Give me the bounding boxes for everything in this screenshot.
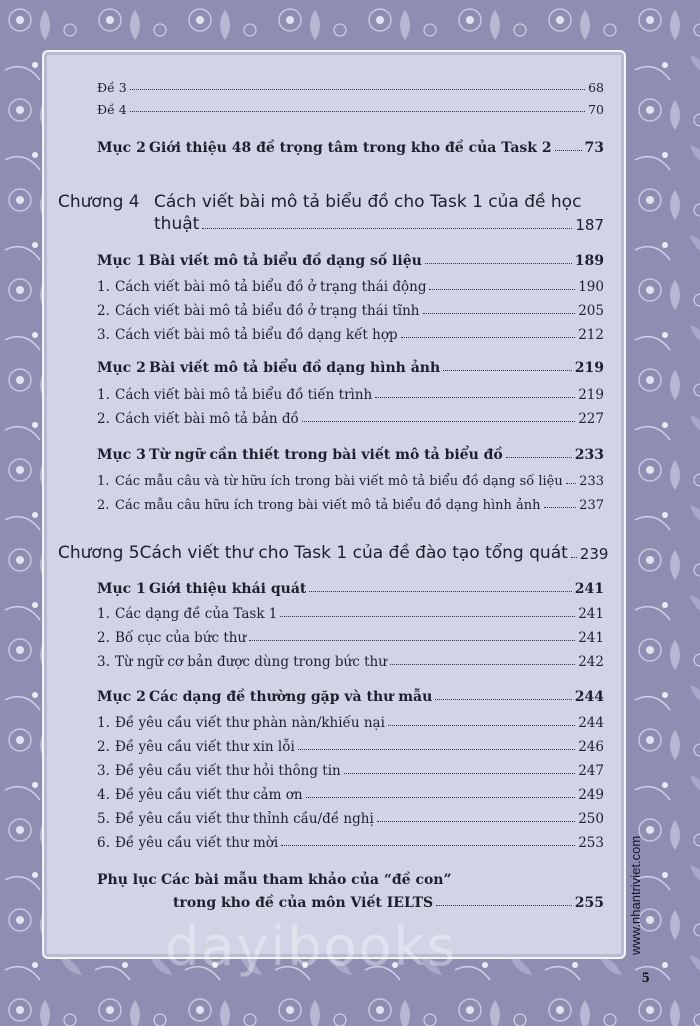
appendix-title-cont: trong kho đề của môn Viết IELTS xyxy=(173,895,434,911)
page-ref: 212 xyxy=(578,327,604,343)
page-ref: 73 xyxy=(584,140,604,156)
chapter-label: Chương 4 xyxy=(58,192,140,212)
item-text: Bố cục của bức thư xyxy=(115,630,247,646)
watermark: dayibooks xyxy=(165,915,458,978)
entry-label: Đề 3 xyxy=(97,80,127,95)
page-ref: 249 xyxy=(578,787,604,803)
toc-item[interactable] xyxy=(97,715,604,731)
chapter-4-heading[interactable] xyxy=(58,192,604,212)
page-ref: 227 xyxy=(578,411,604,427)
toc-item[interactable] xyxy=(97,474,604,489)
chapter-title-cont: thuật xyxy=(154,214,200,234)
appendix-heading-cont[interactable] xyxy=(173,895,604,911)
page-ref: 241 xyxy=(578,630,604,646)
item-text: Đề yêu cầu viết thư phàn nàn/khiếu nại xyxy=(115,715,385,731)
section-title: Giới thiệu 48 đề trọng tâm trong kho đề của Task 2 xyxy=(149,140,552,156)
toc-item[interactable] xyxy=(97,630,604,646)
toc-entry[interactable] xyxy=(97,80,604,95)
page-ref: 241 xyxy=(574,581,604,597)
item-number: 1. xyxy=(97,279,110,295)
item-number: 1. xyxy=(97,715,110,731)
section-label: Mục 2 xyxy=(97,689,146,705)
item-text: Các mẫu câu và từ hữu ích trong bài viết mô tả biểu đồ dạng số liệu xyxy=(115,474,563,489)
page-ref: 242 xyxy=(578,654,604,670)
page-ref: 250 xyxy=(578,811,604,827)
toc-item[interactable] xyxy=(97,327,604,343)
entry-label: Đề 4 xyxy=(97,102,127,117)
item-number: 3. xyxy=(97,327,110,343)
item-number: 2. xyxy=(97,630,110,646)
toc-item[interactable] xyxy=(97,303,604,319)
item-text: Cách viết bài mô tả biểu đồ ở trạng thái động xyxy=(115,279,427,295)
chapter-5-heading[interactable] xyxy=(58,543,609,563)
toc-section[interactable] xyxy=(97,447,604,463)
page-ref: 70 xyxy=(588,102,604,117)
toc-section[interactable] xyxy=(97,581,604,597)
section-label: Mục 2 xyxy=(97,140,146,156)
item-number: 2. xyxy=(97,411,110,427)
toc-section[interactable] xyxy=(97,253,604,269)
toc-item[interactable] xyxy=(97,498,604,513)
appendix-heading[interactable] xyxy=(97,872,604,888)
item-text: Từ ngữ cơ bản được dùng trong bức thư xyxy=(115,654,387,670)
page-ref: 187 xyxy=(575,216,604,234)
item-number: 2. xyxy=(97,498,110,513)
page-ref: 239 xyxy=(579,545,609,563)
toc-section[interactable] xyxy=(97,689,604,705)
page-number: 5 xyxy=(642,970,650,986)
item-text: Đề yêu cầu viết thư thỉnh cầu/đề nghị xyxy=(115,811,374,827)
chapter-label: Chương 5 xyxy=(58,543,140,563)
item-number: 4. xyxy=(97,787,110,803)
section-label: Mục 1 xyxy=(97,253,146,269)
section-label: Mục 1 xyxy=(97,581,146,597)
page-ref: 244 xyxy=(574,689,604,705)
page-ref: 244 xyxy=(578,715,604,731)
page-ref: 241 xyxy=(578,606,604,622)
item-text: Cách viết bài mô tả bản đồ xyxy=(115,411,299,427)
page-ref: 205 xyxy=(578,303,604,319)
section-label: Mục 3 xyxy=(97,447,146,463)
page-ref: 219 xyxy=(574,360,604,376)
toc-item[interactable] xyxy=(97,606,604,622)
page-ref: 253 xyxy=(578,835,604,851)
chapter-4-heading-cont[interactable] xyxy=(154,214,604,234)
toc-item[interactable] xyxy=(97,835,604,851)
page-ref: 237 xyxy=(579,498,604,513)
chapter-title: Cách viết bài mô tả biểu đồ cho Task 1 của đề học xyxy=(154,192,582,212)
page-ref: 247 xyxy=(578,763,604,779)
toc-item[interactable] xyxy=(97,763,604,779)
item-text: Các dạng đề của Task 1 xyxy=(115,606,278,622)
page-ref: 219 xyxy=(578,387,604,403)
item-text: Đề yêu cầu viết thư mời xyxy=(115,835,279,851)
toc-item[interactable] xyxy=(97,787,604,803)
page-ref: 255 xyxy=(574,895,604,911)
item-number: 2. xyxy=(97,739,110,755)
item-text: Đề yêu cầu viết thư cảm ơn xyxy=(115,787,303,803)
page-ref: 233 xyxy=(579,474,604,489)
toc-item[interactable] xyxy=(97,279,604,295)
item-number: 1. xyxy=(97,606,110,622)
item-number: 3. xyxy=(97,763,110,779)
toc-item[interactable] xyxy=(97,739,604,755)
toc-item[interactable] xyxy=(97,654,604,670)
item-text: Cách viết bài mô tả biểu đồ dạng kết hợp xyxy=(115,327,398,343)
section-title: Từ ngữ cần thiết trong bài viết mô tả biểu đồ xyxy=(149,447,503,463)
section-title: Giới thiệu khái quát xyxy=(149,581,307,597)
page-ref: 68 xyxy=(588,80,604,95)
toc-item[interactable] xyxy=(97,811,604,827)
section-title: Bài viết mô tả biểu đồ dạng số liệu xyxy=(149,253,422,269)
item-number: 5. xyxy=(97,811,110,827)
toc-item[interactable] xyxy=(97,387,604,403)
chapter-title: Cách viết thư cho Task 1 của đề đào tạo tổng quát xyxy=(139,543,568,563)
item-number: 2. xyxy=(97,303,110,319)
section-title: Bài viết mô tả biểu đồ dạng hình ảnh xyxy=(149,360,441,376)
toc-section[interactable] xyxy=(97,360,604,376)
section-label: Mục 2 xyxy=(97,360,146,376)
item-number: 3. xyxy=(97,654,110,670)
publisher-url[interactable]: www.nhantriviet.com xyxy=(628,835,643,955)
appendix-title: Các bài mẫu tham khảo của “đề con” xyxy=(161,872,452,888)
item-text: Các mẫu câu hữu ích trong bài viết mô tả biểu đồ dạng hình ảnh xyxy=(115,498,541,513)
page-ref: 233 xyxy=(574,447,604,463)
item-text: Cách viết bài mô tả biểu đồ ở trạng thái tĩnh xyxy=(115,303,420,319)
toc-item[interactable] xyxy=(97,411,604,427)
page-ref: 189 xyxy=(574,253,604,269)
section-title: Các dạng đề thường gặp và thư mẫu xyxy=(149,689,433,705)
toc-entry[interactable] xyxy=(97,102,604,117)
page-ref: 190 xyxy=(578,279,604,295)
page-ref: 246 xyxy=(578,739,604,755)
item-number: 1. xyxy=(97,474,110,489)
appendix-label: Phụ lục xyxy=(97,872,157,888)
item-text: Đề yêu cầu viết thư hỏi thông tin xyxy=(115,763,341,779)
item-text: Cách viết bài mô tả biểu đồ tiến trình xyxy=(115,387,373,403)
item-number: 1. xyxy=(97,387,110,403)
item-text: Đề yêu cầu viết thư xin lỗi xyxy=(115,739,295,755)
item-number: 6. xyxy=(97,835,110,851)
toc-section[interactable] xyxy=(97,140,604,156)
